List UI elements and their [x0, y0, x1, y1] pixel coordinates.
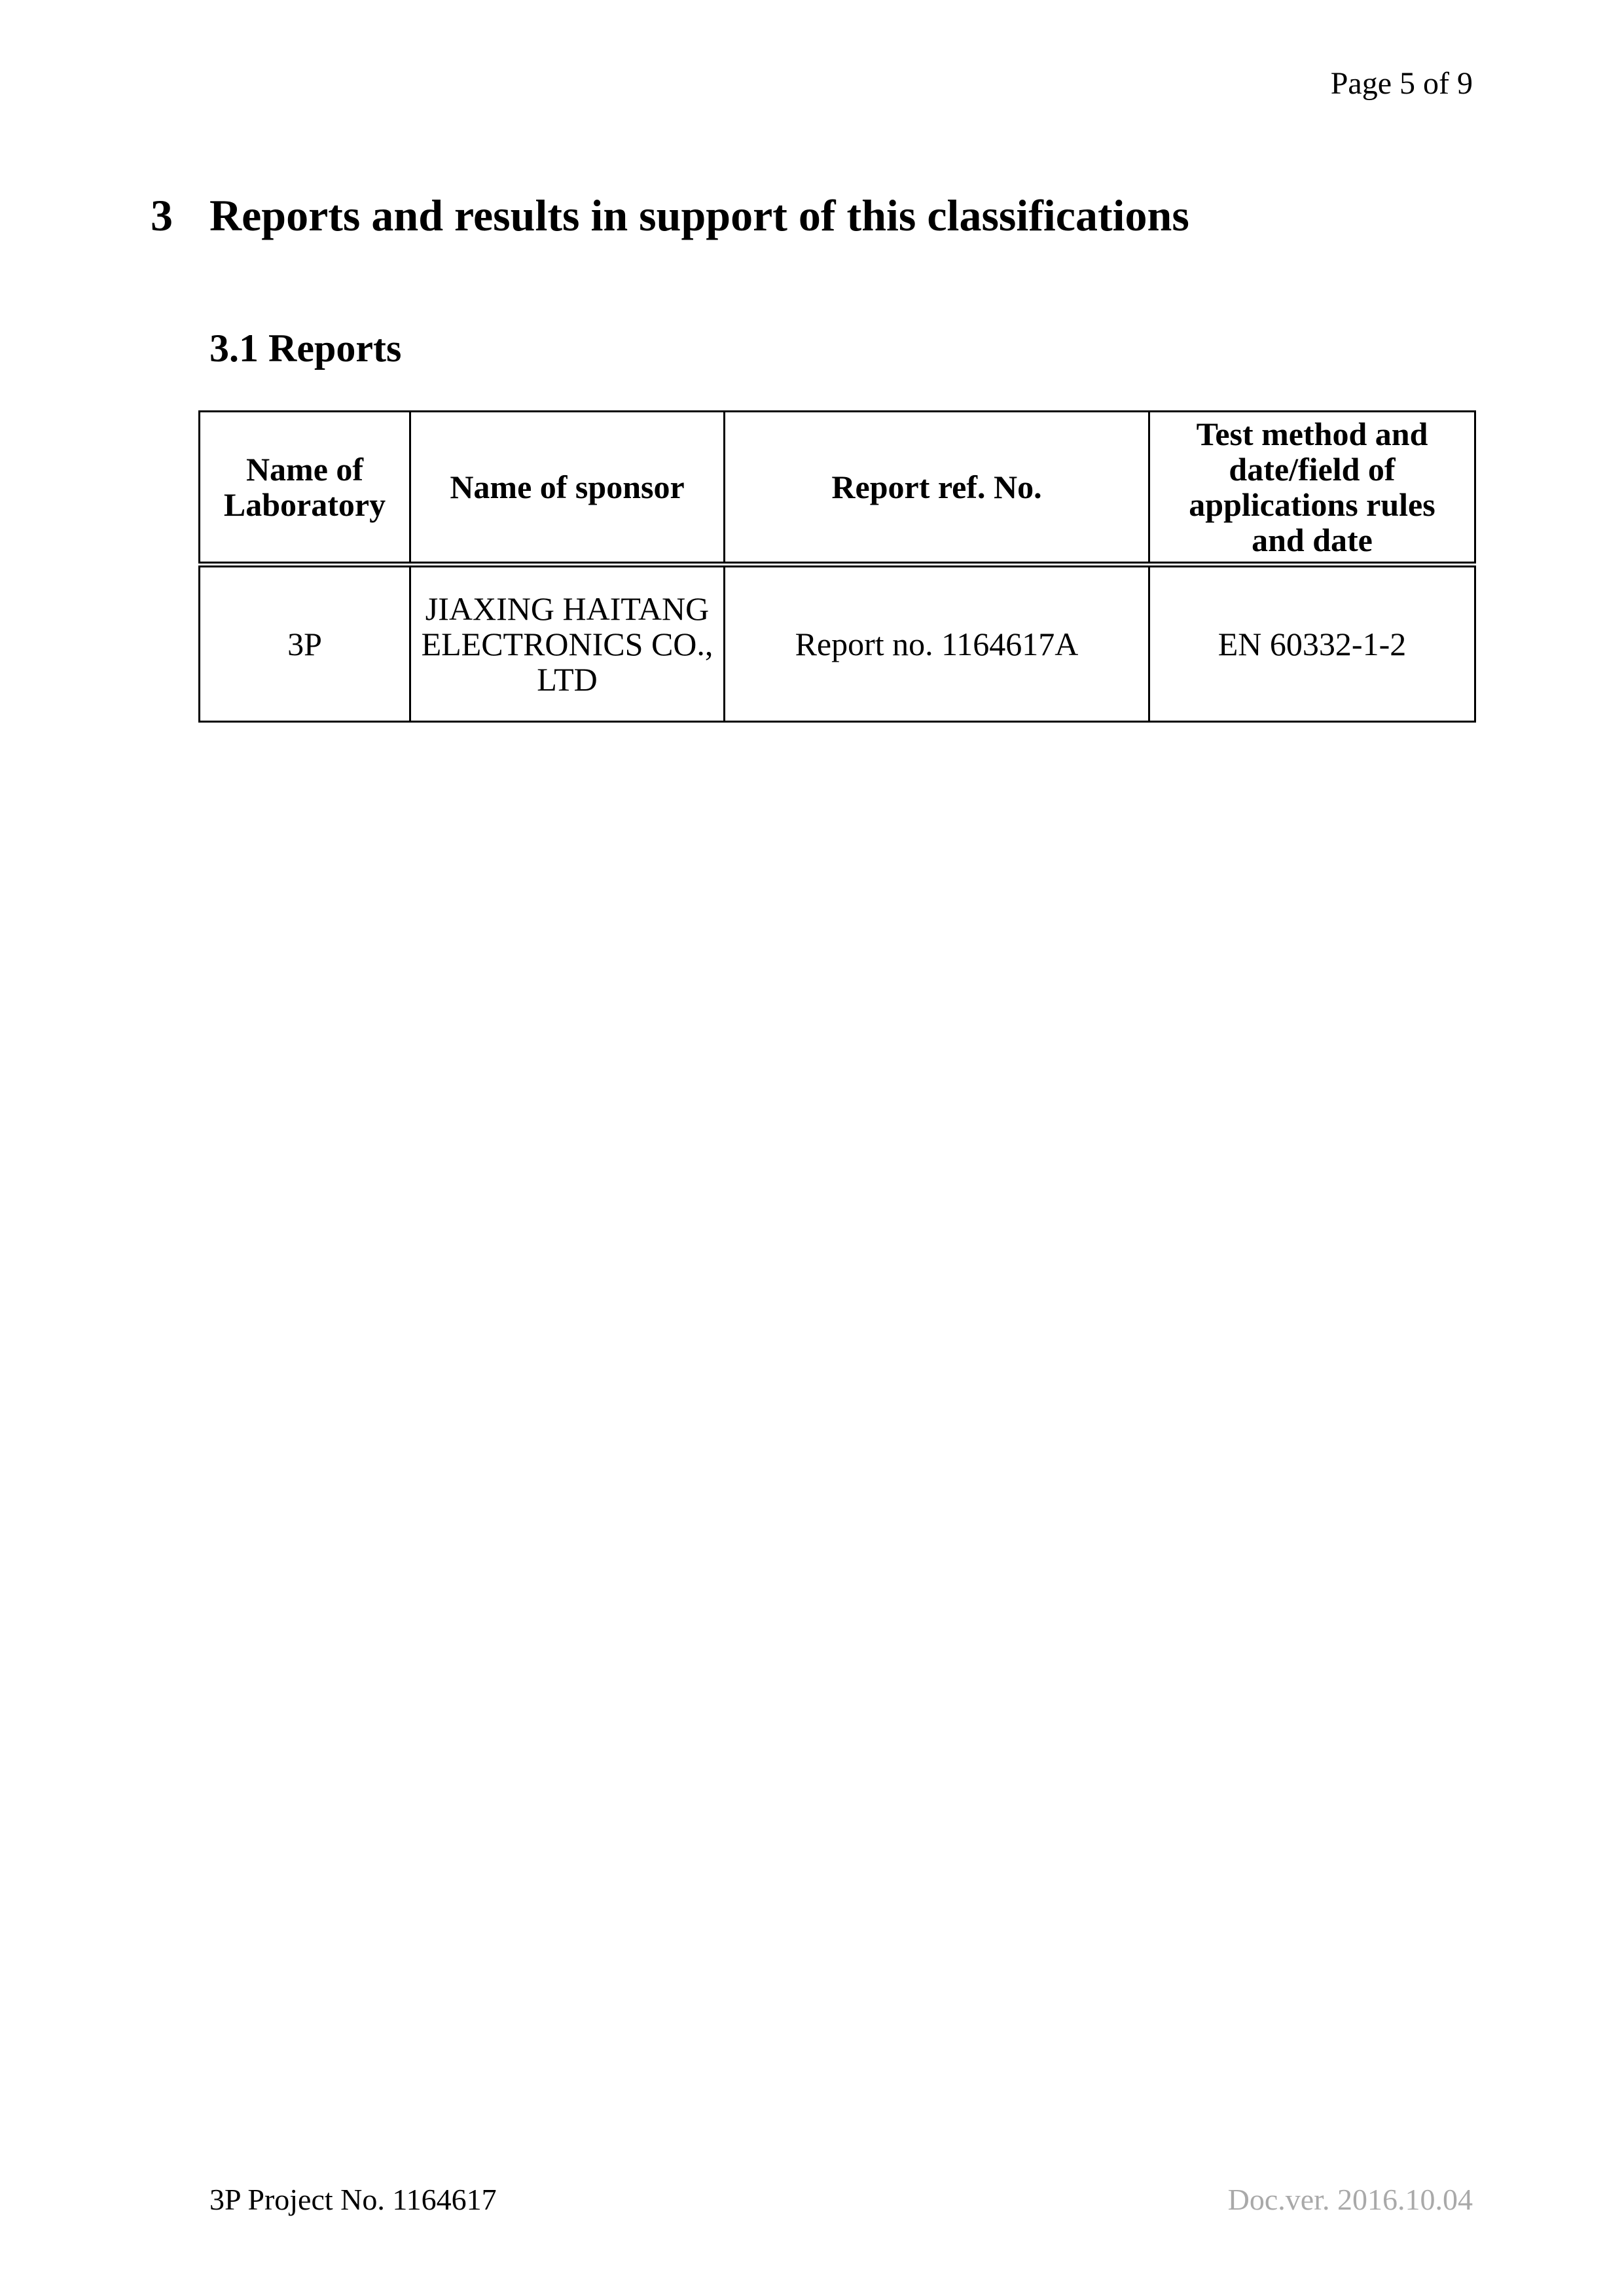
- table-header-row: [200, 412, 1475, 565]
- cell-test-method: EN 60332-1-2: [1149, 565, 1475, 722]
- reports-table: [198, 410, 1476, 723]
- cell-report-ref: Report no. 1164617A: [725, 565, 1149, 722]
- cell-laboratory: 3P: [200, 565, 410, 722]
- table-row: [200, 565, 1475, 722]
- page-number: Page 5 of 9: [1330, 66, 1473, 101]
- column-header-laboratory: Name of Laboratory: [200, 412, 410, 565]
- subsection-heading: 3.1 Reports: [209, 327, 402, 370]
- column-header-report-ref: Report ref. No.: [725, 412, 1149, 565]
- section-heading-text: Reports and results in support of this classifications: [209, 190, 1189, 240]
- column-header-test-method: Test method and date/field of applications rules and date: [1149, 412, 1475, 565]
- footer-project-number: 3P Project No. 1164617: [209, 2183, 497, 2216]
- column-header-sponsor: Name of sponsor: [410, 412, 725, 565]
- section-heading-number: 3: [151, 190, 173, 240]
- cell-sponsor: JIAXING HAITANG ELECTRONICS CO., LTD: [410, 565, 725, 722]
- footer-doc-version: Doc.ver. 2016.10.04: [1227, 2183, 1473, 2216]
- section-heading: [151, 190, 1189, 241]
